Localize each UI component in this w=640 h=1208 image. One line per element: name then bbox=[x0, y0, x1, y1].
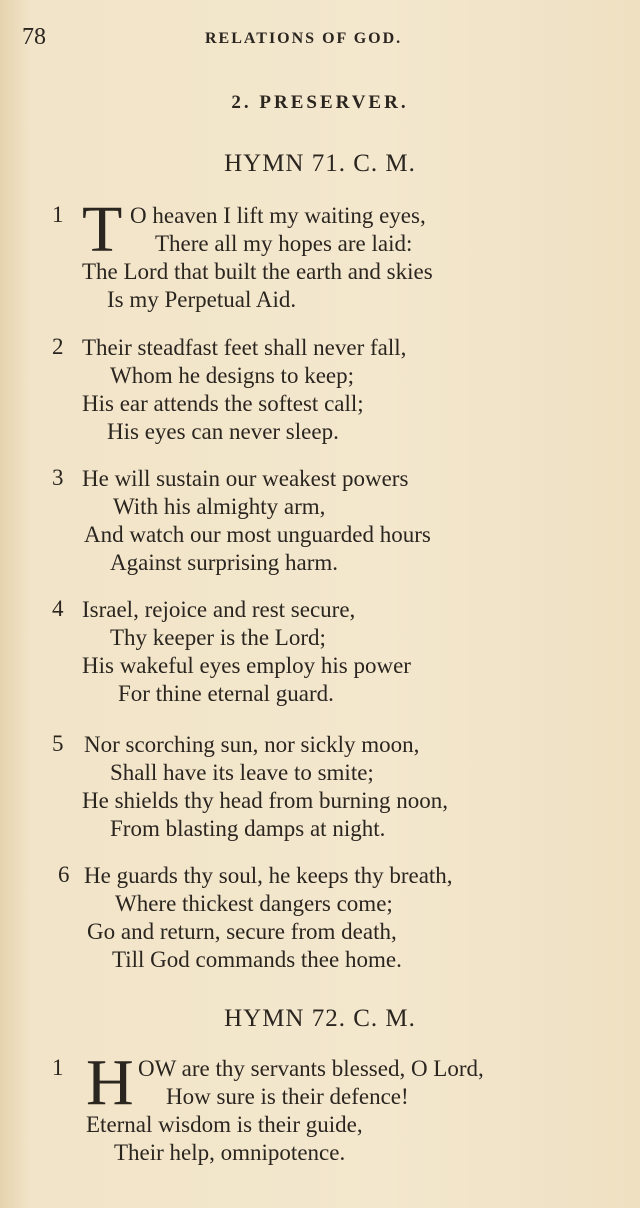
verse-line: Eternal wisdom is their guide, bbox=[86, 1112, 363, 1137]
stanza-number: 1 bbox=[52, 1055, 64, 1080]
verse-line: Is my Perpetual Aid. bbox=[107, 287, 297, 312]
verse-line: There all my hopes are laid: bbox=[155, 231, 413, 256]
verse-line: OW are thy servants blessed, O Lord, bbox=[138, 1056, 484, 1081]
stanza-number: 2 bbox=[52, 334, 64, 359]
verse-line: He shields thy head from burning noon, bbox=[82, 788, 449, 813]
drop-cap: T bbox=[82, 193, 123, 266]
stanza-number: 4 bbox=[52, 596, 64, 621]
running-title: RELATIONS OF GOD. bbox=[205, 30, 403, 47]
verse-line: From blasting damps at night. bbox=[110, 816, 386, 841]
verse-line: Israel, rejoice and rest secure, bbox=[82, 597, 356, 622]
verse-line: With his almighty arm, bbox=[113, 494, 326, 519]
verse-line: His eyes can never sleep. bbox=[107, 419, 339, 444]
verse-line: How sure is their defence! bbox=[166, 1084, 409, 1109]
verse-line: For thine eternal guard. bbox=[118, 681, 334, 706]
verse-line: Shall have its leave to smite; bbox=[110, 760, 374, 785]
verse-line: And watch our most unguarded hours bbox=[84, 522, 431, 547]
verse-line: Thy keeper is the Lord; bbox=[110, 625, 326, 650]
verse-line: Till God commands thee home. bbox=[112, 947, 402, 972]
hymn-title: HYMN 71. C. M. bbox=[224, 150, 416, 177]
verse-line: He will sustain our weakest powers bbox=[82, 466, 409, 491]
section-heading: 2. PRESERVER. bbox=[231, 92, 409, 113]
verse-line: His wakeful eyes employ his power bbox=[82, 653, 411, 678]
stanza-number: 5 bbox=[52, 731, 64, 756]
verse-line: Against surprising harm. bbox=[110, 550, 339, 575]
verse-line: The Lord that built the earth and skies bbox=[82, 259, 433, 284]
verse-line: He guards thy soul, he keeps thy breath, bbox=[84, 863, 453, 888]
stanza-number: 1 bbox=[52, 202, 64, 227]
verse-line: O heaven I lift my waiting eyes, bbox=[130, 203, 426, 228]
hymn-title: HYMN 72. C. M. bbox=[224, 1005, 416, 1032]
verse-line: Whom he designs to keep; bbox=[110, 363, 355, 388]
page-header bbox=[0, 24, 640, 58]
drop-cap: H bbox=[86, 1046, 134, 1119]
verse-line: Nor scorching sun, nor sickly moon, bbox=[84, 732, 420, 757]
stanza-number: 3 bbox=[52, 465, 64, 490]
verse-line: Their help, omnipotence. bbox=[114, 1140, 346, 1165]
verse-line: Go and return, secure from death, bbox=[87, 919, 397, 944]
verse-line: His ear attends the softest call; bbox=[82, 391, 364, 416]
verse-line: Their steadfast feet shall never fall, bbox=[82, 335, 407, 360]
verse-line: Where thickest dangers come; bbox=[115, 891, 393, 916]
page-number: 78 bbox=[22, 24, 46, 50]
stanza-number: 6 bbox=[58, 862, 70, 887]
